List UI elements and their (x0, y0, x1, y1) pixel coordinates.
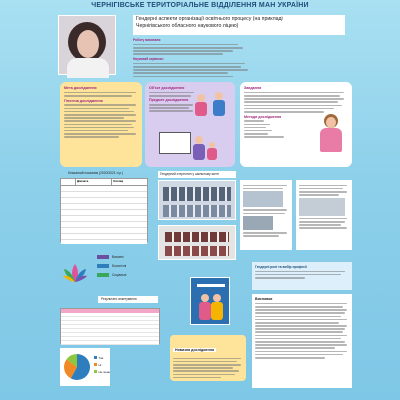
legend-item (97, 264, 147, 268)
stats-table (60, 178, 148, 242)
subtitle-line-1: Гендерні аспекти організації освітнього процесу (на прикладі (136, 16, 283, 22)
document-screenshot-2 (296, 180, 352, 250)
subtitle-line-2: Чернігівського обласного наукового ліцею) (136, 22, 239, 29)
photos-caption: Гендерний стереотип у шкільному житті (158, 171, 236, 178)
conclusions-heading: Висновки (255, 297, 273, 301)
novelty-heading: Новизна дослідження (175, 348, 215, 352)
legend-arrow-2 (97, 264, 109, 268)
legend (97, 255, 147, 277)
object-heading: Об'єкт дослідження (149, 86, 185, 90)
pie-legend-label-0: Так (98, 355, 104, 360)
author-label: Роботу виконала: (133, 38, 162, 42)
object-card (145, 82, 235, 167)
teacher-icon (159, 132, 221, 162)
legend-item (97, 273, 147, 277)
purpose-heading: Мета дослідження (64, 86, 97, 90)
tasks-heading: Завдання (244, 86, 262, 90)
author-photo (58, 15, 116, 75)
pie-legend-swatch-1 (94, 363, 97, 366)
lotus-logo-icon (62, 262, 88, 284)
author-block (133, 38, 253, 79)
legend-arrow-1 (97, 255, 109, 259)
table-header-boys: Хлопці (111, 179, 147, 185)
legend-label-1: Виховні (112, 255, 124, 259)
methods-heading: Методи дослідження (244, 114, 282, 119)
pie-legend-label-2: Не знаю (98, 369, 111, 374)
legend-arrow-3 (97, 273, 109, 277)
subtitle-box (133, 15, 345, 35)
page-title: ЧЕРНІГІВСЬКЕ ТЕРИТОРІАЛЬНЕ ВІДДІЛЕННЯ МАН УКРАЇНИ (91, 2, 309, 9)
supervisor-label: Науковий керівник: (133, 56, 164, 61)
conclusions-card (252, 294, 352, 388)
pie-legend-label-1: Ні (98, 362, 102, 367)
professions-caption-card (252, 262, 352, 290)
pie-legend-swatch-2 (94, 370, 97, 373)
book-cover-illustration (190, 277, 230, 325)
pie-legend-swatch-0 (94, 356, 97, 359)
pie-svg (62, 350, 111, 384)
professions-caption: Гендерні ролі та вибір професії (255, 265, 307, 269)
legend-label-3: Соціальні (112, 273, 127, 277)
results-heading: Результати анкетування (98, 296, 158, 303)
document-screenshot-1 (240, 180, 292, 250)
results-table (60, 308, 160, 344)
novelty-card (170, 335, 246, 381)
table-header-girls: Дівчата (75, 179, 111, 185)
chart1-caption: Кількісний показник (2020/2021 н.р.) (68, 171, 124, 175)
pie-chart (60, 348, 110, 386)
subject-heading: Предмет дослідження (149, 98, 189, 103)
purpose-card (60, 82, 142, 167)
legend-label-2: Біологічні (112, 264, 127, 268)
woman-illustration (316, 114, 346, 154)
photo-gallery-1 (158, 180, 236, 220)
hypothesis-heading: Гіпотеза дослідження (64, 98, 103, 103)
gender-figures-icon (195, 90, 231, 120)
methods-card (240, 82, 352, 167)
photo-gallery-2 (158, 225, 236, 260)
legend-item (97, 255, 147, 259)
